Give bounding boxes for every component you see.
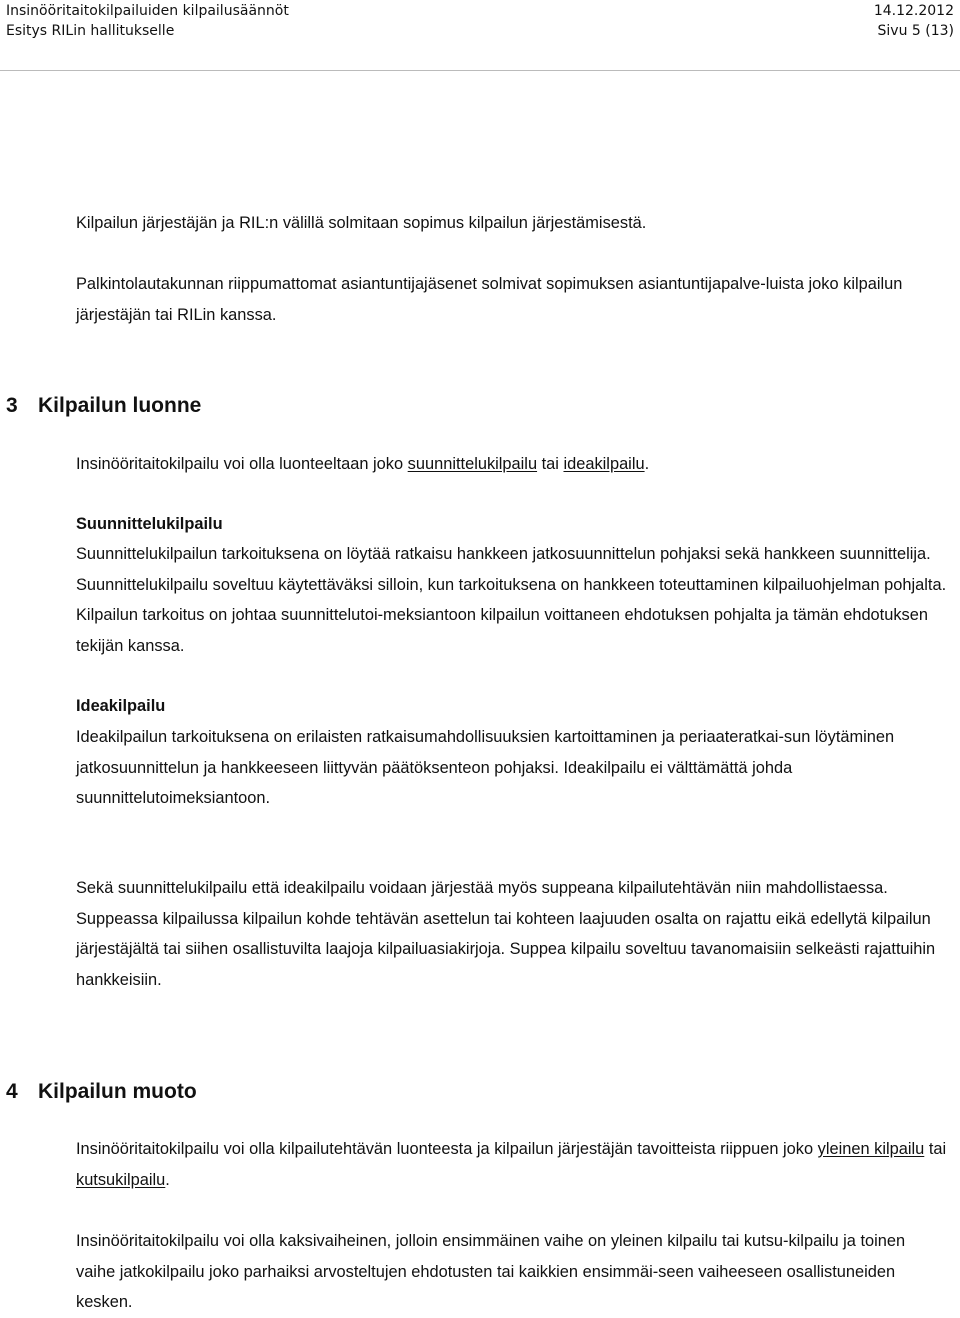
link-yleinen-kilpailu[interactable]: yleinen kilpailu bbox=[817, 1140, 925, 1158]
section-4-paragraph-1: Insinööritaitokilpailu voi olla kilpailutehtävän luonteesta ja kilpailun järjestäjän tavoitteista riippuen joko yleinen kilpailu tai kutsukilpailu. bbox=[76, 1140, 947, 1189]
section-number: 4 bbox=[6, 1080, 18, 1103]
section-number: 3 bbox=[6, 394, 18, 417]
running-header-line-1 bbox=[6, 3, 954, 23]
subheading-suunnittelukilpailu: Suunnittelukilpailu bbox=[76, 515, 223, 533]
section-3-heading bbox=[6, 392, 201, 420]
ideakilpailu-paragraph: Ideakilpailun tarkoituksena on erilaisten ratkaisumahdollisuuksien kartoittaminen ja periaateratkai-sun löytäminen jatkosuunnittelun ja hankkeeseen liittyvän päätöksenteon pohjaksi. Ideakilpailu ei välttämättä johda suunnittelutoimeksiantoon. bbox=[76, 728, 895, 807]
page-number: Sivu 5 (13) bbox=[877, 23, 954, 39]
link-kutsukilpailu[interactable]: kutsukilpailu bbox=[76, 1170, 166, 1189]
running-header-line-2 bbox=[6, 23, 954, 43]
document-title: Insinööritaitokilpailuiden kilpailusäännöt bbox=[6, 3, 289, 19]
section-3-intro: Insinööritaitokilpailu voi olla luonteeltaan joko suunnittelukilpailu tai ideakilpailu. bbox=[76, 455, 650, 473]
intro-paragraph-1: Kilpailun järjestäjän ja RIL:n välillä solmitaan sopimus kilpailun järjestämisestä. bbox=[76, 214, 647, 232]
section-title: Kilpailun muoto bbox=[38, 1080, 197, 1103]
document-date: 14.12.2012 bbox=[873, 3, 954, 19]
header-divider bbox=[0, 70, 960, 71]
intro-paragraph-2: Palkintolautakunnan riippumattomat asiantuntijajäsenet solmivat sopimuksen asiantuntijapalve-luista joko kilpailun järjestäjän tai RILin kanssa. bbox=[76, 275, 903, 324]
document-subtitle: Esitys RILin hallitukselle bbox=[6, 23, 175, 39]
subheading-ideakilpailu: Ideakilpailu bbox=[76, 697, 166, 715]
section-4-paragraph-2: Insinööritaitokilpailu voi olla kaksivaiheinen, jolloin ensimmäinen vaihe on yleinen kilpailu tai kutsu-kilpailu ja toinen vaihe jatkokilpailu joko parhaiksi arvosteltujen ehdotusten tai kaikkien ensimmäi-seen vaiheeseen osallistuneiden kesken. bbox=[76, 1232, 906, 1311]
section-4-heading bbox=[6, 1078, 197, 1106]
link-ideakilpailu[interactable]: ideakilpailu bbox=[563, 455, 645, 473]
section-title: Kilpailun luonne bbox=[38, 394, 202, 417]
limited-competition-paragraph: Sekä suunnittelukilpailu että ideakilpailu voidaan järjestää myös suppeana kilpailutehtävän niin mahdollistaessa. Suppeassa kilpailussa kilpailun kohde tehtävän asettelun tai kohteen laajuuden osalta on rajattu eikä edellytä kilpailun järjestäjältä tai siihen osallistuvilta laajoja kilpailuasiakirjoja. Suppea kilpailu soveltuu tavanomaisiin selkeästi rajattuihin hankkeisiin. bbox=[76, 879, 936, 989]
link-suunnittelukilpailu[interactable]: suunnittelukilpailu bbox=[407, 455, 538, 473]
suunnittelukilpailu-paragraph: Suunnittelukilpailun tarkoituksena on löytää ratkaisu hankkeen jatkosuunnittelun pohjaksi sekä hankkeen suunnittelija. Suunnittelukilpailu soveltuu käytettäväksi silloin, kun tarkoituksena on hankkeen toteuttaminen kilpailuohjelman pohjalta. Kilpailun tarkoitus on johtaa suunnittelutoi-meksiantoon kilpailun voittaneen ehdotuksen pohjalta ja tämän ehdotuksen tekijän kanssa. bbox=[76, 545, 947, 655]
